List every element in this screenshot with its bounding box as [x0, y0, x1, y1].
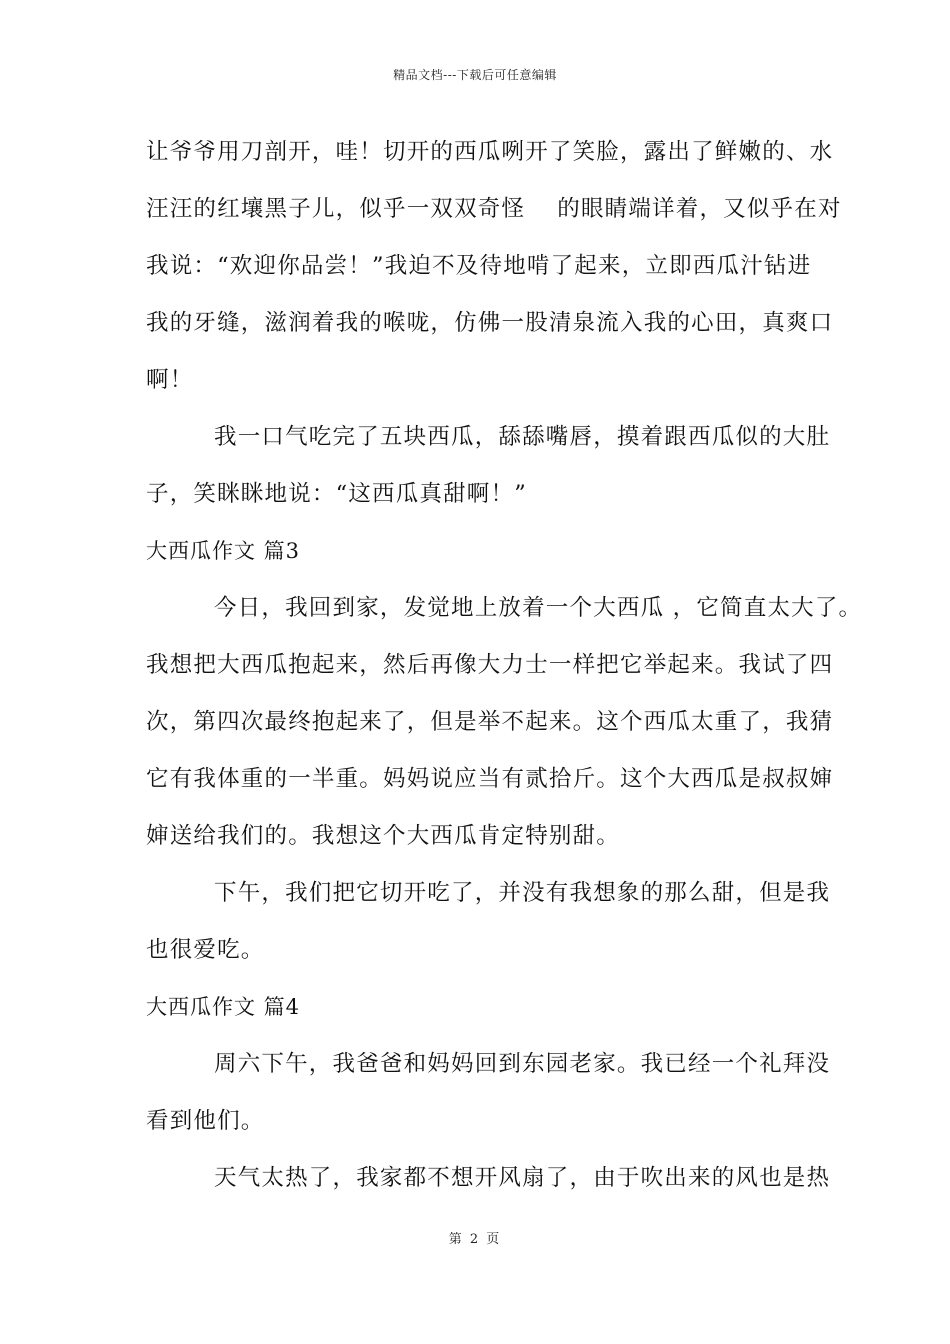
body-line: 啊！	[146, 367, 194, 393]
body-line: 下午，我们把它切开吃了，并没有我想象的那么甜，但是我	[214, 880, 831, 906]
body-line: 我说：“欢迎你品尝！”我迫不及待地啃了起来，立即西瓜汁钻进	[146, 253, 812, 279]
body-line: 我想把大西瓜抱起来，然后再像大力士一样把它举起来。我试了四	[146, 652, 834, 678]
section-heading: 大西瓜作文 篇3	[146, 539, 301, 563]
body-line: 看到他们。	[146, 1108, 265, 1134]
body-line: 让爷爷用刀剖开，哇！切开的西瓜咧开了笑脸，露出了鲜嫩的、水	[146, 139, 834, 165]
body-line: 次，第四次最终抱起来了，但是举不起来。这个西瓜太重了，我猜	[146, 709, 834, 735]
body-line: 婶送给我们的。我想这个大西瓜肯定特别甜。	[146, 823, 621, 849]
body-line: 天气太热了，我家都不想开风扇了，由于吹出来的风也是热	[214, 1165, 831, 1191]
page-number: 第 2 页	[448, 1232, 502, 1247]
body-line: 汪汪的红壤黑子儿，似乎一双双奇怪 的眼睛端详着，又似乎在对	[146, 196, 842, 222]
body-line: 周六下午，我爸爸和妈妈回到东园老家。我已经一个礼拜没	[214, 1051, 831, 1077]
section-heading: 大西瓜作文 篇4	[146, 995, 301, 1019]
page-header: 精品文档---下载后可任意编辑	[393, 68, 557, 82]
body-line: 我一口气吃完了五块西瓜，舔舔嘴唇，摸着跟西瓜似的大肚	[214, 424, 831, 450]
body-line: 子，笑眯眯地说：“这西瓜真甜啊！”	[146, 481, 527, 507]
body-line: 它有我体重的一半重。妈妈说应当有贰拾斤。这个大西瓜是叔叔婶	[146, 766, 834, 792]
body-line: 我的牙缝，滋润着我的喉咙，仿佛一股清泉流入我的心田，真爽口	[146, 310, 834, 336]
body-line: 今日，我回到家，发觉地上放着一个大西瓜 ，它简直太大了。	[214, 595, 863, 621]
body-line: 也很爱吃。	[146, 937, 265, 963]
